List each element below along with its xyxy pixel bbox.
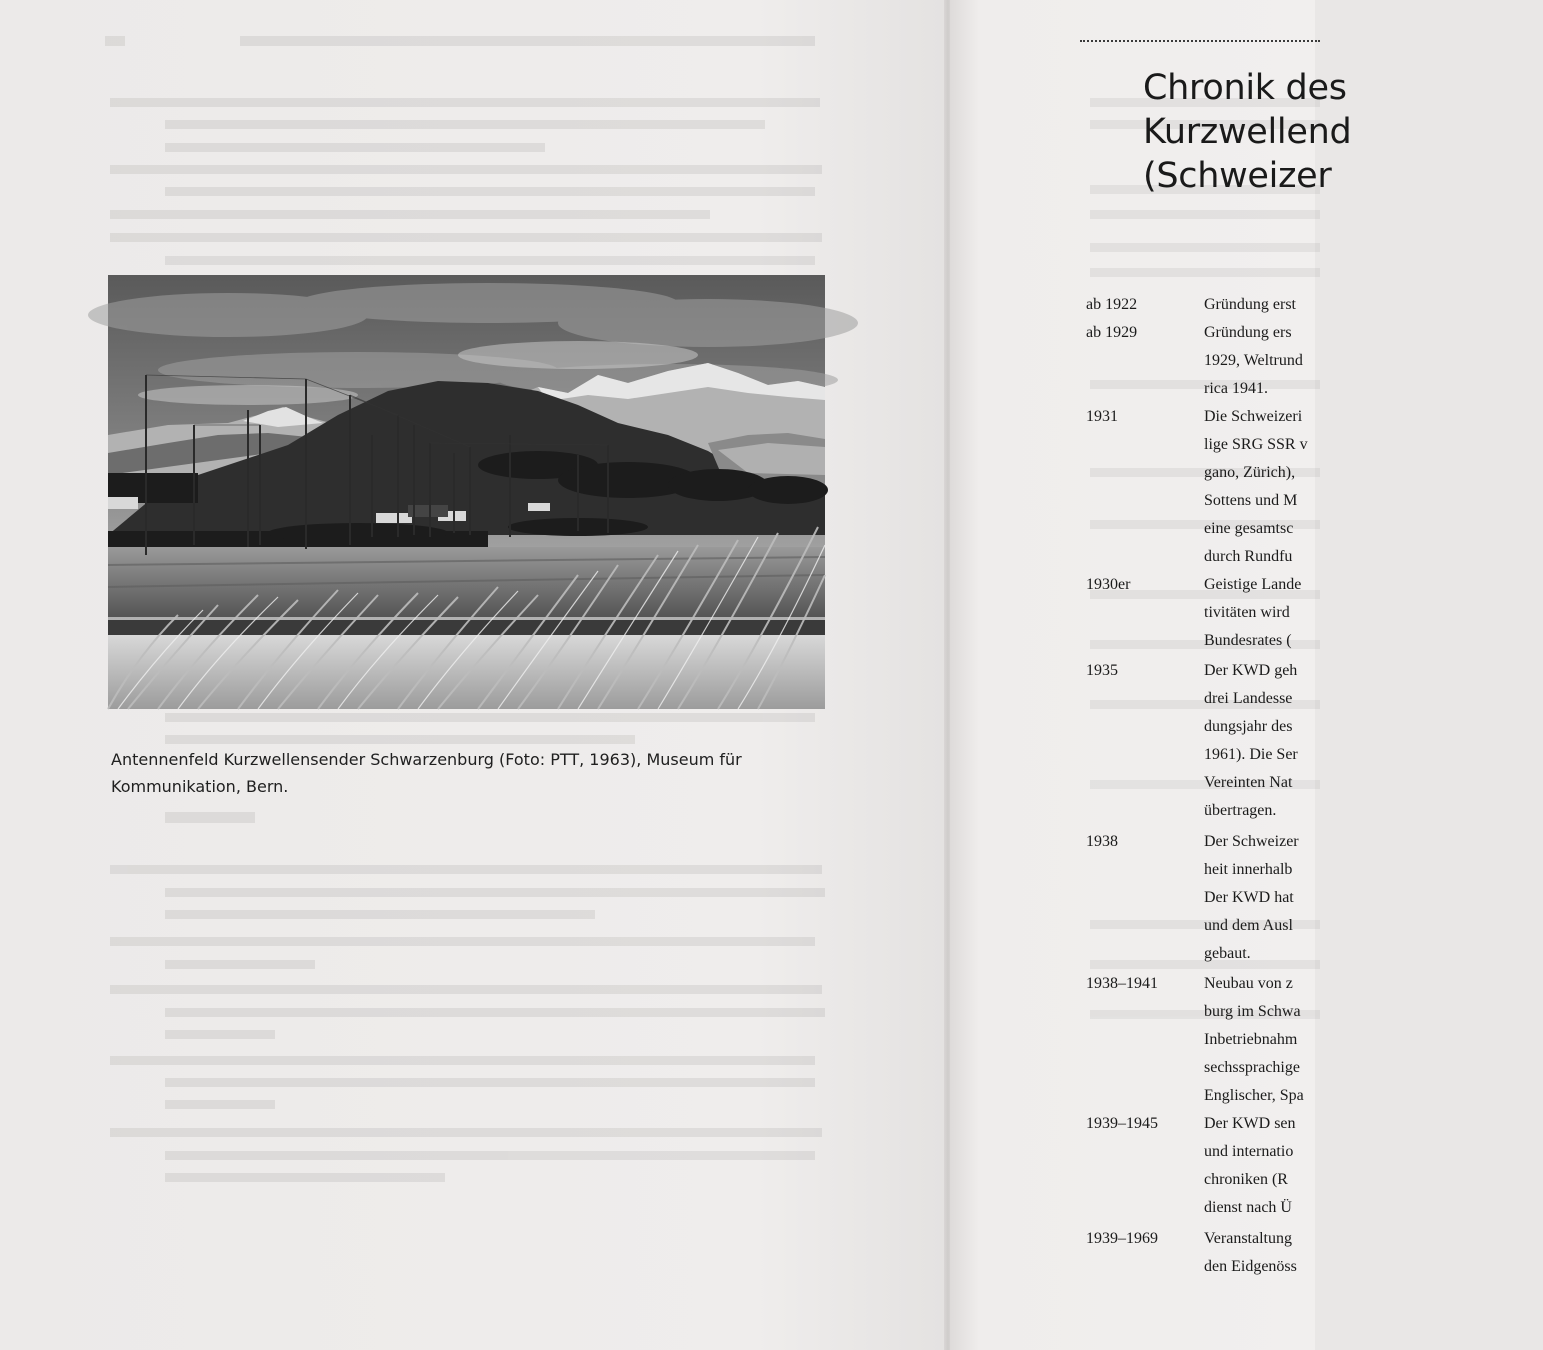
entry-line: Gründung erst — [1204, 296, 1296, 313]
entry-text — [1204, 970, 1304, 1110]
entry-line: burg im Schwa — [1204, 1003, 1301, 1020]
entry-line: Englischer, Spa — [1204, 1087, 1304, 1104]
entry-line: Geistige Lande — [1204, 576, 1302, 593]
entry-line: übertragen. — [1204, 802, 1277, 819]
entry-text — [1204, 828, 1299, 968]
entry-line: heit innerhalb — [1204, 861, 1293, 878]
entry-line: drei Landesse — [1204, 690, 1293, 707]
landscape-photo-icon — [108, 275, 825, 709]
entry-text — [1204, 657, 1298, 825]
entry-line: Inbetriebnahm — [1204, 1031, 1298, 1048]
entry-line: dungsjahr des — [1204, 718, 1293, 735]
antenna-field-photo — [108, 275, 825, 709]
entry-year: 1931 — [1086, 408, 1118, 425]
entry-line: durch Rundfu — [1204, 548, 1293, 565]
entry-text — [1204, 1225, 1297, 1281]
entry-line: Der KWD sen — [1204, 1115, 1296, 1132]
title-line-3: (Schweizer — [1143, 156, 1332, 196]
entry-line: Der Schweizer — [1204, 833, 1299, 850]
entry-line: Der KWD geh — [1204, 662, 1298, 679]
caption-line-1: Antennenfeld Kurzwellensender Schwarzenburg (Foto: PTT, 1963), Museum für — [111, 750, 742, 769]
entry-line: Gründung ers — [1204, 324, 1292, 341]
entry-line: und dem Ausl — [1204, 917, 1293, 934]
dotted-rule — [1080, 40, 1320, 42]
entry-line: lige SRG SSR v — [1204, 436, 1308, 453]
entry-line: Bundesrates ( — [1204, 632, 1292, 649]
entry-line: Der KWD hat — [1204, 889, 1294, 906]
caption-line-2: Kommunikation, Bern. — [111, 777, 289, 796]
entry-line: Vereinten Nat — [1204, 774, 1293, 791]
title-line-2: Kurzwellend — [1143, 112, 1352, 152]
entry-line: 1961). Die Ser — [1204, 746, 1298, 763]
entry-year: 1938 — [1086, 833, 1118, 850]
entry-line: den Eidgenöss — [1204, 1258, 1297, 1275]
title-line-1: Chronik des — [1143, 68, 1347, 108]
chronicle-title — [1143, 66, 1543, 198]
entry-line: chroniken (R — [1204, 1171, 1288, 1188]
entry-text — [1204, 291, 1296, 319]
entry-line: Neubau von z — [1204, 975, 1293, 992]
entry-line: gebaut. — [1204, 945, 1251, 962]
entry-line: gano, Zürich), — [1204, 464, 1296, 481]
entry-year: 1939–1945 — [1086, 1115, 1158, 1132]
entry-line: Sottens und M — [1204, 492, 1298, 509]
entry-line: rica 1941. — [1204, 380, 1268, 397]
entry-line: dienst nach Ü — [1204, 1199, 1292, 1216]
entry-year: 1938–1941 — [1086, 975, 1158, 992]
entry-text — [1204, 1110, 1296, 1222]
entry-year: 1930er — [1086, 576, 1131, 593]
entry-year: ab 1922 — [1086, 296, 1138, 313]
entry-line: Die Schweizeri — [1204, 408, 1303, 425]
entry-text — [1204, 571, 1301, 655]
photo-caption — [111, 746, 811, 800]
entry-year: 1939–1969 — [1086, 1230, 1158, 1247]
entry-line: Veranstaltung — [1204, 1230, 1292, 1247]
entry-year: ab 1929 — [1086, 324, 1138, 341]
entry-year: 1935 — [1086, 662, 1118, 679]
entry-text — [1204, 319, 1303, 403]
entry-line: eine gesamtsc — [1204, 520, 1294, 537]
entry-line: und internatio — [1204, 1143, 1294, 1160]
entry-text — [1204, 403, 1308, 571]
entry-line: sechssprachige — [1204, 1059, 1300, 1076]
entry-line: 1929, Weltrund — [1204, 352, 1303, 369]
entry-line: tivitäten wird — [1204, 604, 1290, 621]
